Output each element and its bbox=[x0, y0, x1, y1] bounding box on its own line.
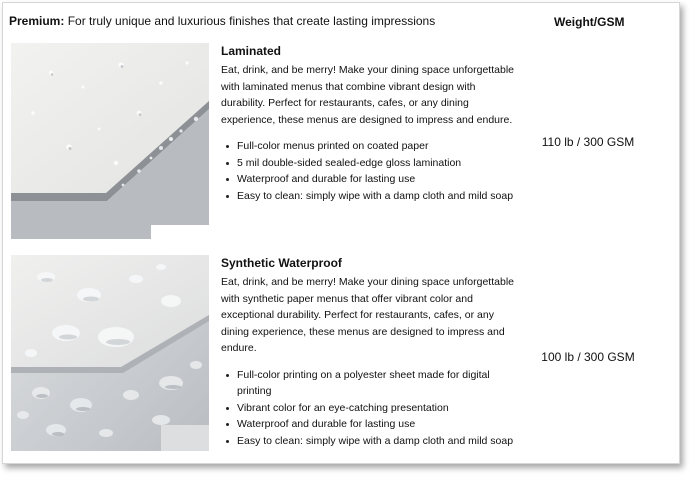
product-finish-card bbox=[2, 2, 680, 464]
product-weight: 100 lb / 300 GSM bbox=[541, 350, 635, 364]
laminated-sample-image bbox=[11, 43, 209, 239]
product-weight: 110 lb / 300 GSM bbox=[541, 135, 635, 149]
feature-item: Waterproof and durable for lasting use bbox=[221, 416, 521, 433]
weight-column-header: Weight/GSM bbox=[554, 15, 625, 29]
feature-item: Vibrant color for an eye-catching presentation bbox=[221, 400, 521, 417]
product-title: Synthetic Waterproof bbox=[221, 256, 342, 270]
product-title: Laminated bbox=[221, 44, 282, 58]
feature-item: Easy to clean: simply wipe with a damp cloth and mild soap bbox=[221, 188, 521, 205]
feature-list bbox=[221, 138, 521, 204]
feature-item: Easy to clean: simply wipe with a damp cloth and mild soap bbox=[221, 433, 521, 450]
feature-item: Full-color menus printed on coated paper bbox=[221, 138, 521, 155]
synthetic-details bbox=[221, 255, 521, 449]
feature-item: Waterproof and durable for lasting use bbox=[221, 171, 521, 188]
feature-item: Full-color printing on a polyester sheet made for digital printing bbox=[221, 367, 521, 400]
product-row-synthetic-waterproof bbox=[3, 255, 679, 451]
feature-item: 5 mil double-sided sealed-edge gloss lamination bbox=[221, 155, 521, 172]
section-tagline: For truly unique and luxurious finishes that create lasting impressions bbox=[67, 14, 436, 28]
product-row-laminated bbox=[3, 43, 679, 241]
product-description: Eat, drink, and be merry! Make your dining space unforgettable with synthetic paper menus that offer vibrant color and exceptional durability. Perfect for restaurants, cafes, or any dining experience, these menus are designed to impress and endure. bbox=[221, 276, 514, 354]
section-tier-label: Premium: bbox=[9, 14, 65, 28]
feature-list bbox=[221, 367, 521, 450]
product-description: Eat, drink, and be merry! Make your dining space unforgettable with laminated menus that combine vibrant design with durability. Perfect for restaurants, cafes, or any dining experience, these menus are designed to impress and endure. bbox=[221, 64, 514, 126]
synthetic-sample-image bbox=[11, 255, 209, 451]
laminated-details bbox=[221, 43, 521, 204]
